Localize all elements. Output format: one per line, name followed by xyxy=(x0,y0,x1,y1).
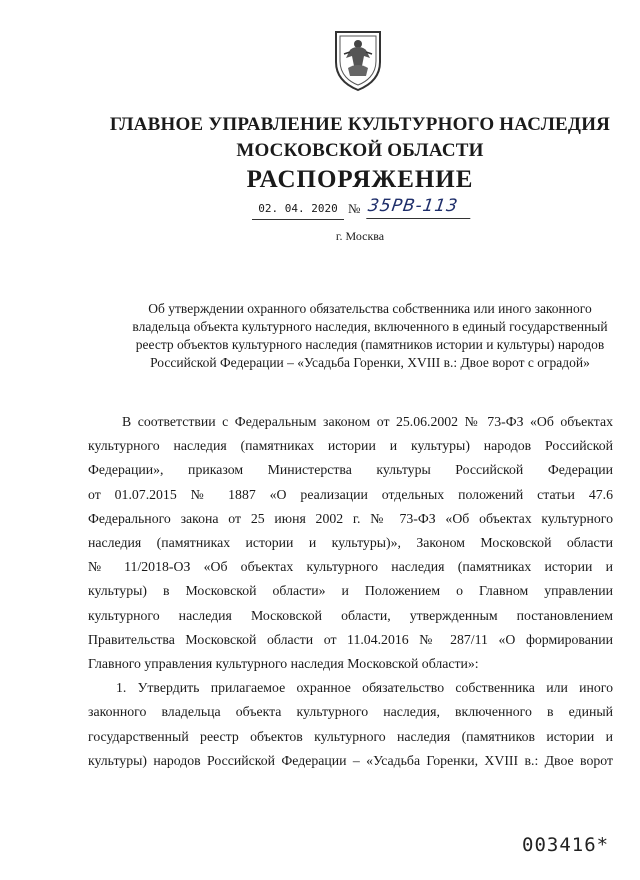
body-line: Федерального закона от 25 июня 2002 г. № 73-ФЗ «Об объектах культурного xyxy=(88,510,613,526)
number-sign: № xyxy=(348,201,361,216)
body-line: культуры) в Московской области» и Положением о Главном управлении xyxy=(88,583,613,599)
body-line: государственный реестр объектов культурного наследия (памятников истории и xyxy=(88,728,613,744)
body-line: культуры) народов Российской Федерации – «Усадьба Горенки, XVIII в.: Двое ворот xyxy=(88,752,613,768)
organization-name-line1: ГЛАВНОЕ УПРАВЛЕНИЕ КУЛЬТУРНОГО НАСЛЕДИЯ xyxy=(109,114,611,135)
subject-line: владельца объекта культурного наследия, включенного в единый государственный xyxy=(132,319,608,334)
body-line: наследия (памятниках истории и культуры)», Законом Московской области xyxy=(88,535,613,551)
organization-name xyxy=(0,112,640,164)
place-of-issue: г. Москва xyxy=(335,229,385,243)
organization-name-line2: МОСКОВСКОЙ ОБЛАСТИ xyxy=(236,140,484,161)
body-line: В соответствии с Федеральным законом от 25.06.2002 № 73-ФЗ «Об объектах xyxy=(122,414,613,429)
document-number: 35РВ-113 xyxy=(366,194,474,219)
body-line: законного владельца объекта культурного наследия, включенного в единый xyxy=(88,704,613,720)
body-line: Правительства Московской области от 11.04.2016 № 287/11 «О формировании xyxy=(88,631,613,647)
body-line: от 01.07.2015 № 1887 «О реализации отдельных положений статьи 47.6 xyxy=(88,486,613,502)
subject-line: Об утверждении охранного обязательства собственника или иного законного xyxy=(148,301,592,316)
body-line: культурного наследия Московской области, утвержденным постановлением xyxy=(88,607,613,623)
body-line: № 11/2018-ОЗ «Об объектах культурного наследия (памятниках истории и xyxy=(88,559,613,575)
body-line: культурного наследия (памятниках истории и культуры) народов Российской xyxy=(88,438,613,454)
document-body xyxy=(88,410,613,773)
document-type: РАСПОРЯЖЕНИЕ xyxy=(246,166,474,193)
body-line: Главного управления культурного наследия Московской области»: xyxy=(88,656,479,672)
subject-line: реестр объектов культурного наследия (памятников истории и культуры) народов xyxy=(135,337,605,352)
body-line: 1. Утвердить прилагаемое охранное обязательство собственника или иного xyxy=(116,680,613,696)
coat-of-arms-icon xyxy=(330,28,386,92)
serial-number: 003416* xyxy=(522,834,610,856)
subject-line: Российской Федерации – «Усадьба Горенки, XVIII в.: Двое ворот с оградой» xyxy=(150,355,590,370)
document-subject xyxy=(100,300,640,372)
document-date: 02. 04. 2020 xyxy=(252,199,344,220)
body-line: Федерации», приказом Министерства культуры Российской Федерации xyxy=(88,462,613,478)
